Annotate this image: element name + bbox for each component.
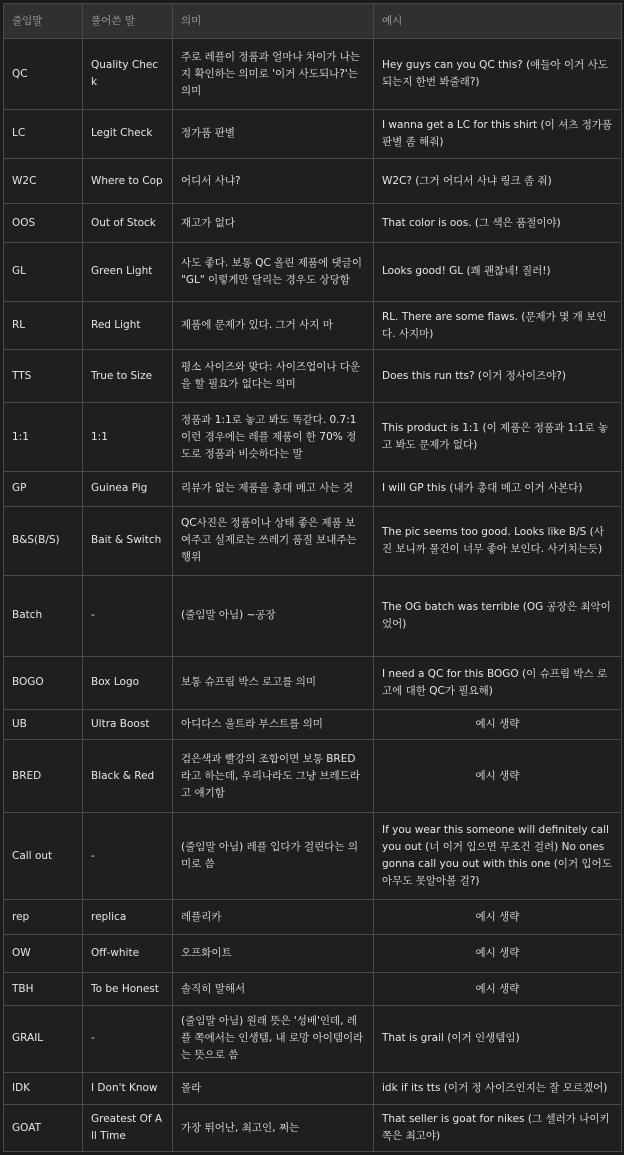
cell-abbreviation: LC [4,110,83,159]
cell-full-form: To be Honest [83,973,173,1005]
cell-full-form: Red Light [83,301,173,350]
cell-meaning: 보통 슈프림 박스 로고를 의미 [173,656,374,709]
cell-abbreviation: TBH [4,973,83,1005]
slang-table-container [3,3,621,1152]
cell-example: The OG batch was terrible (OG 공장은 최악이었어) [374,575,622,656]
cell-abbreviation: Batch [4,575,83,656]
cell-example: 예시 생략 [374,973,622,1005]
cell-example: Does this run tts? (이거 정사이즈야?) [374,350,622,403]
table-row [4,900,622,934]
table-row [4,204,622,243]
cell-example: I wanna get a LC for this shirt (이 셔츠 정가품 판별 좀 해줘) [374,110,622,159]
cell-abbreviation: Call out [4,813,83,900]
cell-full-form: Legit Check [83,110,173,159]
header-example: 예시 [374,4,622,39]
cell-meaning: (줄임말 아님) ~공장 [173,575,374,656]
cell-meaning: 아디다스 울트라 부스트를 의미 [173,709,374,739]
cell-meaning: 몰라 [173,1072,374,1104]
cell-meaning: 어디서 사냐? [173,158,374,204]
cell-full-form: Black & Red [83,739,173,812]
table-row [4,973,622,1005]
table-row [4,506,622,575]
cell-full-form: Quality Check [83,39,173,110]
cell-example: Looks good! GL (쾌 괜찮네! 질러!) [374,242,622,301]
cell-meaning: 평소 사이즈와 맞다: 사이즈업이나 다운을 할 필요가 없다는 의미 [173,350,374,403]
table-row [4,709,622,739]
cell-meaning: 정품과 1:1로 놓고 봐도 똑같다. 0.7:1 이런 경우에는 레플 제품이 한 70% 정도로 정품과 비슷하다는 말 [173,403,374,472]
table-row [4,813,622,900]
cell-meaning: 주로 레플이 정품과 얼마나 차이가 나는지 확인하는 의미로 '이거 사도되나?'는 의미 [173,39,374,110]
table-header-row [4,4,622,39]
table-row [4,301,622,350]
cell-example: 예시 생략 [374,900,622,934]
cell-full-form: Ultra Boost [83,709,173,739]
cell-full-form: Guinea Pig [83,472,173,506]
table-row [4,39,622,110]
cell-full-form: - [83,813,173,900]
cell-example: This product is 1:1 (이 제품은 정품과 1:1로 놓고 봐도 문제가 없다) [374,403,622,472]
cell-meaning: 재고가 없다 [173,204,374,243]
cell-meaning: 오프화이트 [173,934,374,973]
header-meaning: 의미 [173,4,374,39]
cell-abbreviation: B&S(B/S) [4,506,83,575]
cell-example: 예시 생략 [374,934,622,973]
cell-abbreviation: BOGO [4,656,83,709]
cell-meaning: 정가품 판별 [173,110,374,159]
table-row [4,350,622,403]
cell-full-form: 1:1 [83,403,173,472]
cell-abbreviation: OW [4,934,83,973]
table-row [4,110,622,159]
cell-abbreviation: UB [4,709,83,739]
cell-abbreviation: GP [4,472,83,506]
cell-example: idk if its tts (이거 정 사이즈인지는 잘 모르겠어) [374,1072,622,1104]
table-row [4,158,622,204]
cell-meaning: (줄임말 아님) 레플 입다가 걸린다는 의미로 씀 [173,813,374,900]
cell-example: Hey guys can you QC this? (얘들아 이거 사도 되는지 한번 봐줄래?) [374,39,622,110]
cell-full-form: replica [83,900,173,934]
cell-example: RL. There are some flaws. (문제가 몇 개 보인다. 사지마) [374,301,622,350]
cell-abbreviation: RL [4,301,83,350]
table-row [4,656,622,709]
cell-full-form: - [83,575,173,656]
slang-table [3,3,622,1152]
table-row [4,575,622,656]
cell-abbreviation: rep [4,900,83,934]
cell-example: That seller is goat for nikes (그 셀러가 나이키 쪽은 최고야) [374,1105,622,1152]
cell-full-form: Where to Cop [83,158,173,204]
cell-example: 예시 생략 [374,709,622,739]
cell-meaning: (줄임말 아님) 원래 뜻은 '성배'인데, 레플 쪽에서는 인생템, 내 로망 아이템이라는 뜻으로 씀 [173,1005,374,1072]
cell-full-form: Off-white [83,934,173,973]
table-row [4,1005,622,1072]
cell-example: I need a QC for this BOGO (이 슈프림 박스 로고에 대한 QC가 필요해) [374,656,622,709]
table-row [4,472,622,506]
header-full-form: 풀어쓴 말 [83,4,173,39]
cell-meaning: 검은색과 빨강의 조합이면 보통 BRED 라고 하는데, 우리나라도 그냥 브레드라고 얘기함 [173,739,374,812]
cell-full-form: - [83,1005,173,1072]
cell-full-form: I Don't Know [83,1072,173,1104]
cell-abbreviation: QC [4,39,83,110]
cell-meaning: 가장 뛰어난, 최고인, 쩌는 [173,1105,374,1152]
cell-full-form: Greatest Of All Time [83,1105,173,1152]
cell-example: I will GP this (내가 총대 메고 이거 사본다) [374,472,622,506]
cell-abbreviation: 1:1 [4,403,83,472]
cell-full-form: Out of Stock [83,204,173,243]
cell-abbreviation: TTS [4,350,83,403]
cell-abbreviation: W2C [4,158,83,204]
cell-abbreviation: BRED [4,739,83,812]
cell-meaning: 제품에 문제가 있다. 그거 사지 마 [173,301,374,350]
header-abbreviation: 줄임말 [4,4,83,39]
cell-example: The pic seems too good. Looks like B/S (사진 보니까 물건이 너무 좋아 보인다. 사기치는듯) [374,506,622,575]
cell-example: If you wear this someone will definitely call you out (너 이거 입으면 무조건 걸려) No ones gonna call you out with this one (이거 입어도 아무도 못알아볼 걸?) [374,813,622,900]
cell-meaning: 리뷰가 없는 제품을 총대 메고 사는 것 [173,472,374,506]
cell-full-form: Box Logo [83,656,173,709]
cell-example: That color is oos. (그 색은 품절이야) [374,204,622,243]
cell-example: W2C? (그거 어디서 사냐 링크 좀 줘) [374,158,622,204]
cell-abbreviation: OOS [4,204,83,243]
table-row [4,1072,622,1104]
table-row [4,1105,622,1152]
table-row [4,934,622,973]
cell-full-form: Bait & Switch [83,506,173,575]
cell-example: 예시 생략 [374,739,622,812]
cell-full-form: True to Size [83,350,173,403]
table-row [4,403,622,472]
cell-abbreviation: GOAT [4,1105,83,1152]
cell-abbreviation: GRAIL [4,1005,83,1072]
table-row [4,739,622,812]
cell-full-form: Green Light [83,242,173,301]
cell-example: That is grail (이거 인생템임) [374,1005,622,1072]
cell-meaning: 솔직히 말해서 [173,973,374,1005]
cell-meaning: 레플리카 [173,900,374,934]
cell-abbreviation: GL [4,242,83,301]
cell-abbreviation: IDK [4,1072,83,1104]
cell-meaning: 사도 좋다. 보통 QC 올린 제품에 댓글이 "GL" 이렇게만 달리는 경우도 상당함 [173,242,374,301]
table-row [4,242,622,301]
cell-meaning: QC사진은 정품이나 상태 좋은 제품 보여주고 실제로는 쓰레기 품질 보내주는 행위 [173,506,374,575]
